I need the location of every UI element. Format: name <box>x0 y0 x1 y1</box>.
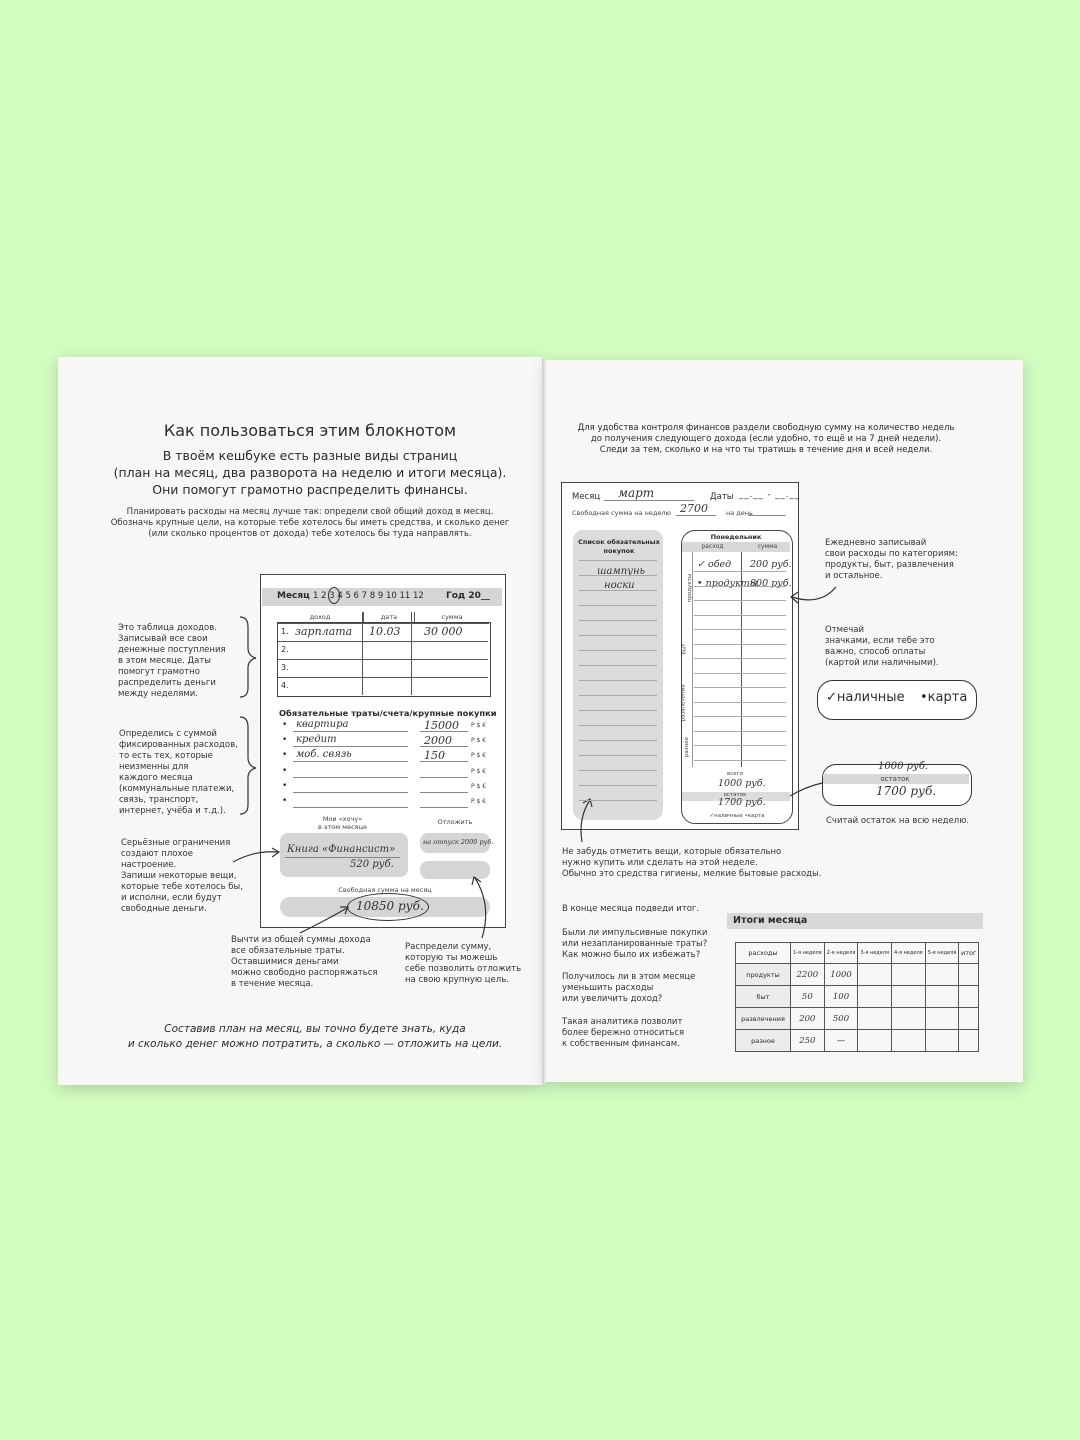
summary-week-value <box>858 1030 892 1052</box>
cash-option: ✓наличные <box>826 690 905 705</box>
want-sum: 520 руб. <box>350 859 394 870</box>
income-col-divider <box>362 612 363 695</box>
shopping-list-line <box>579 575 657 576</box>
summary-category: развлечения <box>736 1008 791 1030</box>
save-item: на отпуск 2000 руб. <box>423 838 494 846</box>
summary-header-cell: 5-я неделя <box>925 943 959 964</box>
summary-week-value: 100 <box>824 986 858 1008</box>
day-row-line <box>694 615 786 616</box>
rest-value: 1700 руб. <box>718 797 766 808</box>
cash-label: наличные <box>836 690 905 705</box>
income-row-number: 3. <box>281 663 289 672</box>
fixed-row-bullet-icon: • <box>282 735 288 746</box>
pay-legend: ✓наличные •карта <box>709 813 765 819</box>
fixed-row-line <box>293 761 408 762</box>
fixed-expenses-title: Обязательные траты/счета/крупные покупки <box>279 708 497 718</box>
summary-header-cell: 2-я неделя <box>824 943 858 964</box>
shopping-list-line <box>579 755 657 756</box>
free-sum-circle <box>347 893 429 921</box>
shopping-list-line <box>579 650 657 651</box>
summary-row <box>736 1008 979 1030</box>
fixed-row-pay: P $ € <box>471 722 487 729</box>
shopping-list-line <box>579 680 657 681</box>
summary-table <box>735 942 979 1052</box>
year-label: Год 20__ <box>446 591 490 601</box>
summary-week-value <box>925 986 959 1008</box>
day-title: Понедельник <box>710 533 762 541</box>
note-month-end: В конце месяца подведи итог. <box>562 904 700 914</box>
day-row-line <box>694 702 786 703</box>
fixed-row-pay: P $ € <box>471 782 487 790</box>
rest-label: остаток <box>723 792 747 798</box>
summary-week-value: 200 <box>791 1008 825 1030</box>
wants-label: Мои «хочу» в этом месяце <box>317 815 367 831</box>
income-row-divider <box>278 641 488 642</box>
week-month-label: Месяц <box>572 492 601 502</box>
spine <box>542 358 546 1083</box>
fixed-row-bullet-icon: • <box>282 765 288 776</box>
summary-week-value: 50 <box>791 986 825 1008</box>
day-sum-2: 800 руб. <box>750 578 792 589</box>
shopping-list-line <box>579 620 657 621</box>
fixed-row-name: кредит <box>296 734 337 746</box>
summary-week-value <box>925 964 959 986</box>
total-label: всего <box>727 771 743 777</box>
summary-row <box>736 986 979 1008</box>
dates-value: __.__ - __.__ <box>739 490 800 500</box>
cat-products: продукты <box>687 573 694 603</box>
day-row-line <box>694 687 786 688</box>
note-shopping: Не забудь отметить вещи, которые обязательно нужно купить или сделать на этой неделе. Обычно это средства гигиены, мелкие бытовые расходы. <box>562 847 822 879</box>
summary-category: разное <box>736 1030 791 1052</box>
shopping-list-line <box>579 695 657 696</box>
summary-row <box>736 964 979 986</box>
summary-week-value: 250 <box>791 1030 825 1052</box>
summary-total <box>959 1008 979 1030</box>
month-numbers: 1 2 3 4 5 6 7 8 9 10 11 12 <box>313 591 424 601</box>
fixed-row-pay: P $ € <box>471 798 487 805</box>
fixed-row-sum: 15000 <box>424 719 459 732</box>
note-question-2: Получилось ли в этом месяце уменьшить расходы или увеличить доход? <box>562 972 696 1004</box>
fixed-row-sum-line <box>420 777 468 778</box>
shopping-list-line <box>579 725 657 726</box>
day-row-line <box>694 731 786 732</box>
summary-row <box>736 1030 979 1052</box>
summary-week-value <box>892 986 926 1008</box>
shopping-list-line <box>579 785 657 786</box>
shopping-list-title: Список обязательных покупок <box>578 538 660 555</box>
note-daily: Ежедневно записывай свои расходы по категориям: продукты, быт, развлечения и остальное. <box>825 538 958 581</box>
card-option: •карта <box>920 690 968 705</box>
day-row-line <box>694 745 786 746</box>
fixed-row-pay: P $ € <box>471 767 487 775</box>
income-row-number: 1. <box>281 627 289 636</box>
want-line <box>285 857 400 858</box>
income-row-number: 2. <box>281 645 289 654</box>
fixed-row-name: моб. связь <box>296 749 352 761</box>
summary-header-cell: 4-я неделя <box>892 943 926 964</box>
fixed-row-sum-line <box>420 746 468 747</box>
summary-week-value: 500 <box>824 1008 858 1030</box>
free-week-label: Свободная сумма на неделю <box>572 509 671 517</box>
rest-zoom-label: остаток <box>880 775 910 783</box>
income-col-divider <box>411 612 412 695</box>
shopping-list-line <box>579 740 657 741</box>
note-subtract: Вычти из общей суммы дохода все обязательные траты. Оставшимися деньгами можно свободно распоряжаться в течение месяца. <box>231 935 378 989</box>
per-day-line <box>748 515 786 516</box>
summary-total <box>959 964 979 986</box>
summary-header-cell: 1-я неделя <box>791 943 825 964</box>
shopping-list-line <box>579 560 657 561</box>
intro-text: Планировать расходы на месяц лучше так: определи свой общий доход в месяц. Обозначь крупные цели, на которые тебе хотелось бы иметь средства, и сколько денег (или сколько процентов от дохода) тебе хотелось бы туда направлять. <box>110 507 510 539</box>
day-row-line <box>694 760 786 761</box>
summary-category: продукты <box>736 964 791 986</box>
income-row-divider <box>278 659 488 660</box>
free-week-value: 2700 <box>680 502 708 515</box>
shopping-list-line <box>579 710 657 711</box>
summary-header-row <box>736 943 979 964</box>
save-box-2 <box>420 861 490 879</box>
fixed-row-sum-line <box>420 792 468 793</box>
fixed-row-sum-line <box>420 731 468 732</box>
month-label: Месяц <box>277 591 310 601</box>
note-distribute: Распредели сумму, которую ты можешь себе позволить отложить на свою крупную цель. <box>405 942 522 985</box>
summary-week-value <box>892 964 926 986</box>
fixed-row-name: квартира <box>296 719 349 730</box>
summary-week-value: — <box>824 1030 858 1052</box>
fixed-row-line <box>293 807 408 808</box>
subtitle: В твоём кешбуке есть разные виды страниц (план на месяц, два разворота на неделю и итоги месяца). Они помогут грамотно распределить финансы. <box>113 448 507 497</box>
day-sum-1: 200 руб. <box>750 559 792 570</box>
selected-month-circle <box>328 587 340 604</box>
summary-week-value <box>925 1030 959 1052</box>
income-row-sum: 30 000 <box>424 625 463 638</box>
free-sum-label: Свободная сумма на месяц <box>338 886 432 894</box>
day-item-2: • продукты <box>697 578 758 589</box>
summary-week-value <box>892 1008 926 1030</box>
summary-week-value <box>858 986 892 1008</box>
note-payment: Отмечай значками, если тебе это важно, способ оплаты (картой или наличными). <box>825 625 939 668</box>
income-row-date: 10.03 <box>369 625 401 638</box>
summary-header-cell: расходы <box>736 943 791 964</box>
fixed-row-sum-line <box>420 807 468 808</box>
income-row-divider <box>278 677 488 678</box>
day-row-line <box>694 629 786 630</box>
note-income: Это таблица доходов. Записывай все свои денежные поступления в этом месяце. Даты помогут грамотно распределить деньги между неделями. <box>118 623 226 699</box>
note-question-1: Были ли импульсивные покупки или незапланированные траты? Как можно было их избежать? <box>562 928 708 960</box>
day-row-line <box>694 600 786 601</box>
day-row-line <box>694 658 786 659</box>
income-row-name: зарплата <box>295 625 353 638</box>
day-item-1: ✓ обед <box>697 559 732 570</box>
want-item: Книга «Финансист» <box>287 844 396 855</box>
wants-box <box>280 833 408 877</box>
income-header-date: дата <box>364 612 415 623</box>
fixed-row-sum: 2000 <box>424 734 452 748</box>
day-row-line <box>694 586 786 587</box>
fixed-row-bullet-icon: • <box>282 796 288 806</box>
fixed-row-bullet-icon: • <box>282 780 288 791</box>
fixed-row-line <box>293 777 408 778</box>
fixed-row-pay: P $ € <box>471 737 487 745</box>
shopping-list-line <box>579 590 657 591</box>
fixed-row-line <box>293 731 408 732</box>
summary-category: быт <box>736 986 791 1008</box>
free-sum-value: 10850 руб. <box>356 899 424 913</box>
fixed-row-line <box>293 746 408 747</box>
shopping-list-line <box>579 770 657 771</box>
shopping-list-line <box>579 665 657 666</box>
shopping-list-line <box>579 605 657 606</box>
shopping-item-2: носки <box>604 580 635 591</box>
per-day-label: на день <box>726 509 753 517</box>
note-fixed: Определись с суммой фиксированных расходов, то есть тех, которые неизменны для каждого месяца (коммунальные платежи, связь, транспорт, интернет, учёба и т.д.). <box>119 729 238 816</box>
free-week-line <box>676 515 716 516</box>
rest-zoom-over: 1000 руб. <box>878 761 929 772</box>
fixed-row-sum: 150 <box>424 749 445 763</box>
summary-header-cell: итог <box>959 943 979 964</box>
save-label: Отложить <box>437 818 473 826</box>
fixed-row-pay: P $ € <box>471 752 487 760</box>
summary-total <box>959 1030 979 1052</box>
day-row-line <box>694 644 786 645</box>
day-row-line <box>694 716 786 717</box>
rest-zoom-value: 1700 руб. <box>876 784 937 798</box>
summary-week-value: 1000 <box>824 964 858 986</box>
week-month-value: март <box>618 486 655 500</box>
day-row-line <box>694 571 786 572</box>
right-intro: Для удобства контроля финансов раздели свободную сумму на количество недель до получения следующего дохода (если удобно, то ещё и на 7 дней недели). Следи за тем, сколько и на что ты тратишь в течение дня и всей недели. <box>577 423 955 455</box>
note-question-3: Такая аналитика позволит более бережно относиться к собственным финансам. <box>562 1017 685 1049</box>
cat-misc: разное <box>684 736 691 758</box>
fixed-row-line <box>293 792 408 793</box>
left-footer: Составив план на месяц, вы точно будете знать, куда и сколько денег можно потратить, а сколько — отложить на цели. <box>127 1023 503 1050</box>
fixed-row-bullet-icon: • <box>282 720 288 730</box>
fixed-row-sum-line <box>420 761 468 762</box>
summary-week-value <box>892 1030 926 1052</box>
summary-week-value <box>858 964 892 986</box>
summary-week-value <box>925 1008 959 1030</box>
summary-total <box>959 986 979 1008</box>
note-remainder: Считай остаток на всю неделю. <box>826 816 970 826</box>
summary-week-value <box>858 1008 892 1030</box>
card-label: карта <box>927 690 968 705</box>
summary-header-cell: 3-я неделя <box>858 943 892 964</box>
income-header-sum: сумма <box>415 612 490 623</box>
shopping-list-line <box>579 800 657 801</box>
income-header-source: доход <box>277 612 364 623</box>
day-row-line <box>694 673 786 674</box>
day-col-sum: сумма <box>757 543 778 550</box>
shopping-item-1: шампунь <box>597 566 645 577</box>
shopping-list-line <box>579 635 657 636</box>
fixed-row-bullet-icon: • <box>282 750 288 761</box>
month-line <box>604 500 694 501</box>
summary-title: Итоги месяца <box>733 915 808 926</box>
cat-household: быт <box>681 643 688 655</box>
income-row-number: 4. <box>281 681 289 690</box>
cat-entertainment: развлечения <box>680 684 687 722</box>
dates-label: Даты <box>710 492 734 502</box>
note-wants: Серьёзные ограничения создают плохое настроение. Запиши некоторые вещи, которые тебе хотелось бы, и исполни, если будут свободные деньги. <box>121 838 243 914</box>
summary-week-value: 2200 <box>791 964 825 986</box>
day-col-expense: расход <box>701 543 724 550</box>
total-value: 1000 руб. <box>718 778 766 789</box>
page-title: Как пользоваться этим блокнотом <box>163 421 457 440</box>
